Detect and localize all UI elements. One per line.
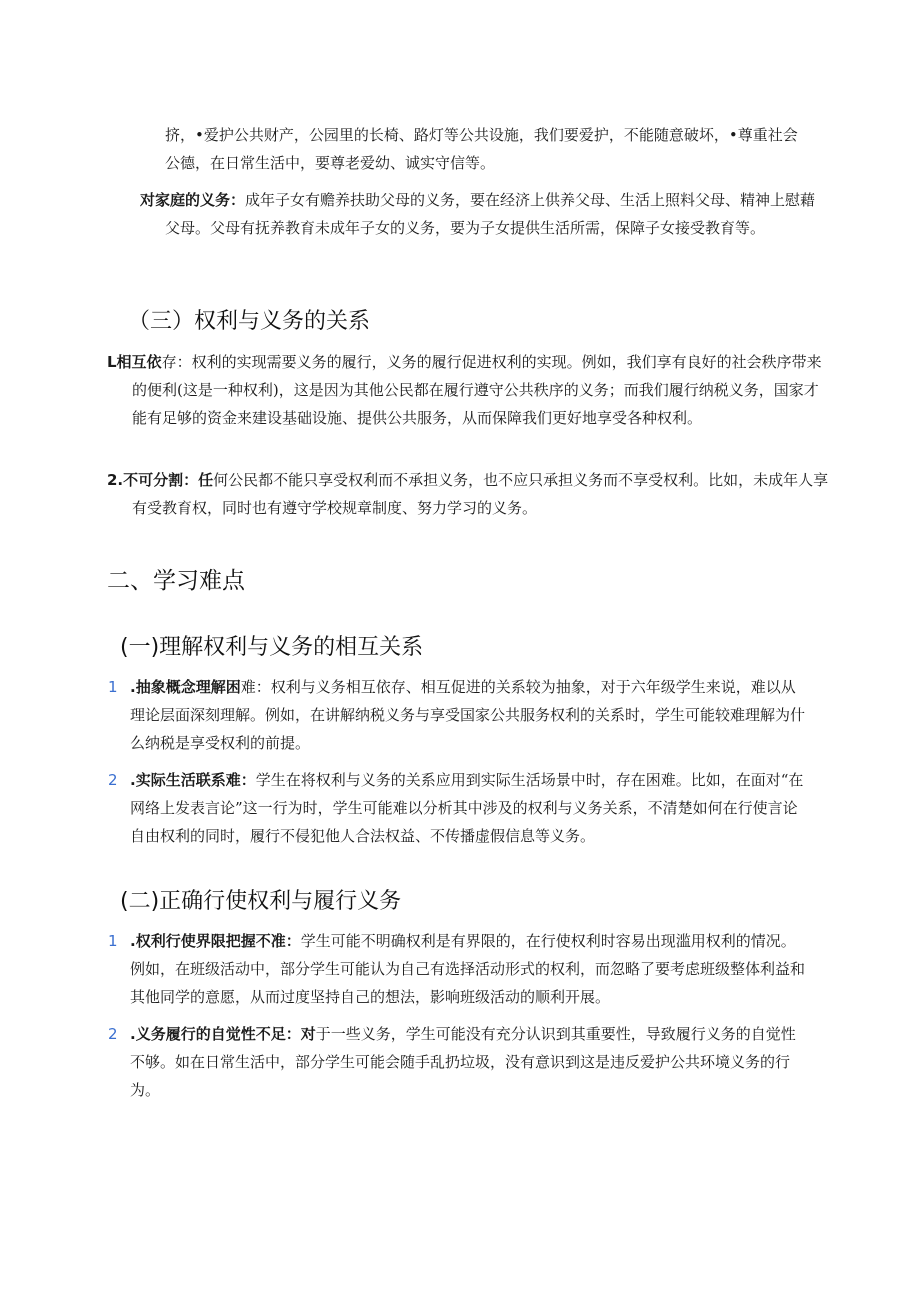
inseparable-text: 何公民都不能只享受权利而不承担义务，也不应只承担义务而不享受权利。比如，未成年人享有受教育权，同时也有遵守学校规章制度、努力学习的义务。 (132, 471, 829, 517)
section-3-heading: （三）权利与义务的关系 (128, 309, 371, 334)
item-number: 2 (108, 1025, 118, 1043)
exercise-item-2 (108, 1020, 805, 1104)
item-number: 1 (108, 678, 118, 696)
interdependence-paragraph (107, 348, 832, 432)
item-text: 学生可能不明确权利是有界限的，在行使权利时容易出现滥用权利的情况。例如，在班级活动中，部分学生可能认为自己有选择活动形式的权利，而忽略了要考虑班级整体利益和其他同学的意愿，从而过度坚持自己的想法，影响班级活动的顺利开展。 (130, 932, 806, 1006)
family-duty-paragraph (140, 186, 830, 242)
public-duty-paragraph (165, 121, 815, 177)
item-label: .抽象概念理解困 (130, 678, 241, 696)
item-number: 2 (108, 771, 118, 789)
item-text: 学生在将权利与义务的关系应用到实际生活场景中时，存在困难。比如，在面对“在网络上发表言论”这一行为时，学生可能难以分析其中涉及的权利与义务关系，不清楚如何在行使言论自由权利的同时，履行不侵犯他人合法权益、不传播虚假信息等义务。 (130, 771, 804, 845)
subsection-1-heading: (一)理解权利与义务的相互关系 (120, 635, 424, 660)
public-duty-line-1: 挤，•爱护公共财产，公园里的长椅、路灯等公共设施，我们要爱护，不能随意破坏，•尊重社会 (165, 126, 798, 144)
interdependence-text: 存：权利的实现需要义务的履行，义务的履行促进权利的实现。例如，我们享有良好的社会秩序带来的便利(这是一种权利)，这是因为其他公民都在履行遵守公共秩序的义务；而我们履行纳税义务，国家才能有足够的资金来建设基础设施、提供公共服务，从而保障我们更好地享受各种权利。 (132, 353, 822, 427)
family-duty-text: 成年子女有赡养扶助父母的义务，要在经济上供养父母、生活上照料父母、精神上慰藉父母。父母有抚养教育未成年子女的义务，要为子女提供生活所需，保障子女接受教育等。 (165, 191, 816, 237)
part-2-heading: 二、学习难点 (107, 568, 245, 594)
item-text: 于一些义务，学生可能没有充分认识到其重要性，导致履行义务的自觉性不够。如在日常生活中，部分学生可能会随手乱扔垃圾，没有意识到这是违反爱护公共环境义务的行为。 (130, 1025, 796, 1099)
item-label: .义务履行的自觉性不足：对 (130, 1025, 316, 1043)
interdependence-label: L相互依 (107, 353, 162, 371)
public-duty-line-2: 公德，在日常生活中，要尊老爱幼、诚实守信等。 (165, 154, 496, 172)
subsection-2-heading: (二)正确行使权利与履行义务 (120, 889, 402, 914)
family-duty-label: 对家庭的义务： (140, 191, 246, 209)
inseparable-paragraph (107, 466, 832, 522)
item-label: .权利行使界限把握不准： (130, 932, 301, 950)
item-number: 1 (108, 932, 118, 950)
inseparable-label: 2.不可分割：任 (107, 471, 214, 489)
difficulty-item-2 (108, 766, 805, 850)
difficulty-item-1 (108, 673, 806, 757)
item-label: .实际生活联系难： (130, 771, 256, 789)
exercise-item-1 (108, 927, 806, 1011)
item-text: 难：权利与义务相互依存、相互促进的关系较为抽象，对于六年级学生来说，难以从理论层面深刻理解。例如，在讲解纳税义务与享受国家公共服务权利的关系时，学生可能较难理解为什么纳税是享受权利的前提。 (130, 678, 806, 752)
